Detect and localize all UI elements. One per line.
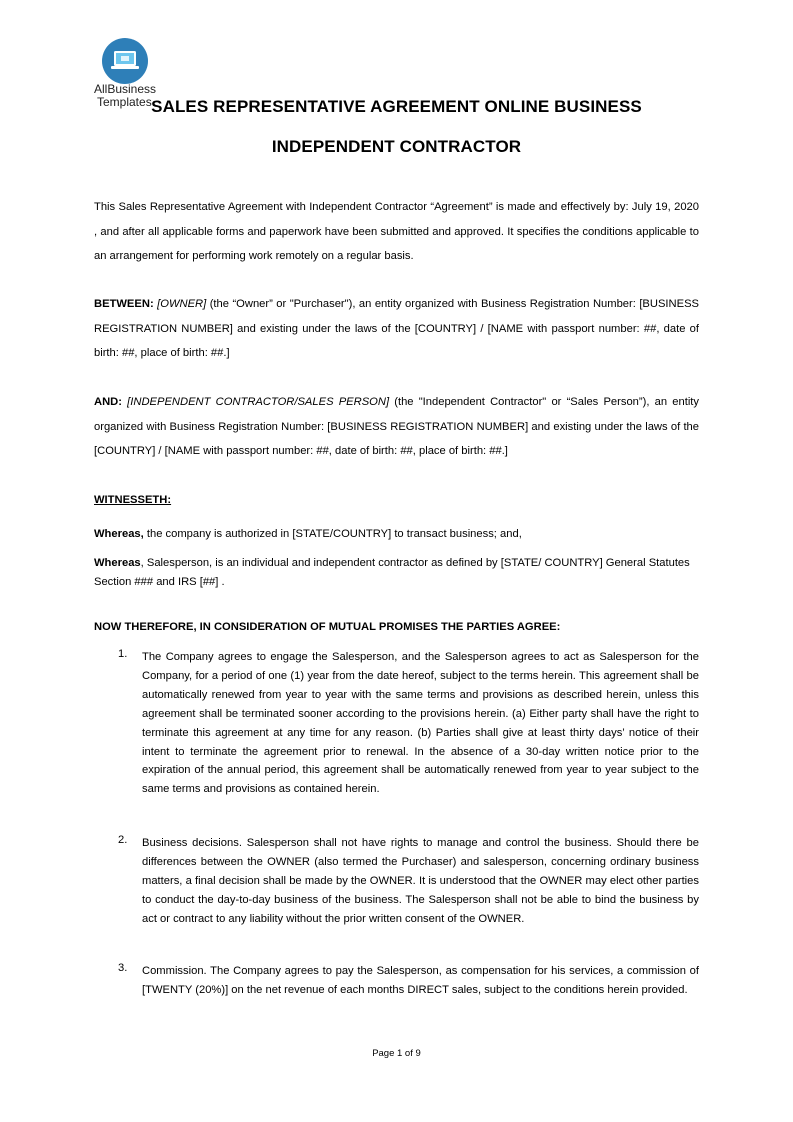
whereas-label-2: Whereas xyxy=(94,557,141,569)
clause-number: 2. xyxy=(118,834,128,846)
laptop-icon xyxy=(102,38,148,84)
contractor-placeholder: [INDEPENDENT CONTRACTOR/SALES PERSON] xyxy=(127,396,390,408)
logo-line-1: AllBusiness xyxy=(94,82,157,96)
between-paragraph xyxy=(94,292,699,366)
logo-line-2: Templates xyxy=(97,95,152,109)
now-therefore-heading: NOW THEREFORE, IN CONSIDERATION OF MUTUAL PROMISES THE PARTIES AGREE: xyxy=(94,621,561,633)
clause-text: Commission. The Company agrees to pay the Salesperson, as compensation for his services, a commission of [TWENTY (20%)] on the net revenue of each months DIRECT sales, subject to the conditions herein provided. xyxy=(142,965,699,996)
whereas-text-1: the company is authorized in [STATE/COUNTRY] to transact business; and, xyxy=(143,528,522,540)
page-number: Page 1 of 9 xyxy=(372,1048,421,1059)
clause-number: 1. xyxy=(118,648,128,660)
whereas-paragraph-1 xyxy=(94,525,699,544)
between-label: BETWEEN: xyxy=(94,298,154,310)
document-title-line-1: SALES REPRESENTATIVE AGREEMENT ONLINE BUSINESS xyxy=(151,97,642,116)
and-paragraph xyxy=(94,390,699,464)
witnesseth-heading: WITNESSETH: xyxy=(94,494,172,506)
document-title-line-2: INDEPENDENT CONTRACTOR xyxy=(271,137,522,156)
between-text: (the “Owner” or "Purchaser"), an entity organized with Business Registration Number: [BUSINESS REGISTRATION NUMBER] and existing under the laws of the [COUNTRY] / [NAME with passport number: ##, date of birth: ##, place of birth: ##.] xyxy=(94,298,699,359)
whereas-paragraph-2 xyxy=(94,554,699,592)
intro-paragraph: This Sales Representative Agreement with Independent Contractor “Agreement” is made and effectively by: July 19, 2020 , and after all applicable forms and paperwork have been submitted and approved. It specifies the conditions applicable to an arrangement for performing work remotely on a regular basis. xyxy=(94,201,699,262)
clause-text: The Company agrees to engage the Salesperson, and the Salesperson agrees to act as Salesperson for the Company, for a period of one (1) year from the date hereof, subject to the terms herein. This agreement shall be automatically renewed from year to year with the same terms and provisions as described herein, unless this agreement shall be terminated sooner according to the provisions herein. (a) Either party shall have the right to terminate this agreement at any time for any reason. (b) Parties shall give at least thirty days’ notice of their intent to terminate the agreement prior to renewal. In the absence of a 30-day written notice prior to the expiration of the annual period, this agreement shall be automatically renewed from year to year subject to the same terms and provisions as contained herein. xyxy=(142,651,699,796)
clause-text: Business decisions. Salesperson shall not have rights to manage and control the business. Should there be differences between the OWNER (also termed the Purchaser) and salesperson, concerning ordinary business matters, a final decision shall be made by the OWNER. It is understood that the OWNER may elect other parties to conduct the day-to-day business of the business. The Salesperson shall not be able to bind the business by act or contract to any liability without the prior written consent of the OWNER. xyxy=(142,837,699,925)
and-label: AND: xyxy=(94,396,122,408)
clause-number: 3. xyxy=(118,962,128,974)
and-text: (the "Independent Contractor" or “Sales Person”), an entity organized with Business Registration Number: [BUSINESS REGISTRATION NUMBER] and existing under the laws of the [COUNTRY] / [NAME with passport number: ##, date of birth: ##, place of birth: ##.] xyxy=(94,396,700,457)
owner-placeholder: [OWNER] xyxy=(157,298,207,310)
whereas-label-1: Whereas, xyxy=(94,528,144,540)
whereas-text-2: , Salesperson, is an individual and independent contractor as defined by [STATE/ COUNTRY] General Statutes Section ### and IRS [##] . xyxy=(94,557,690,588)
